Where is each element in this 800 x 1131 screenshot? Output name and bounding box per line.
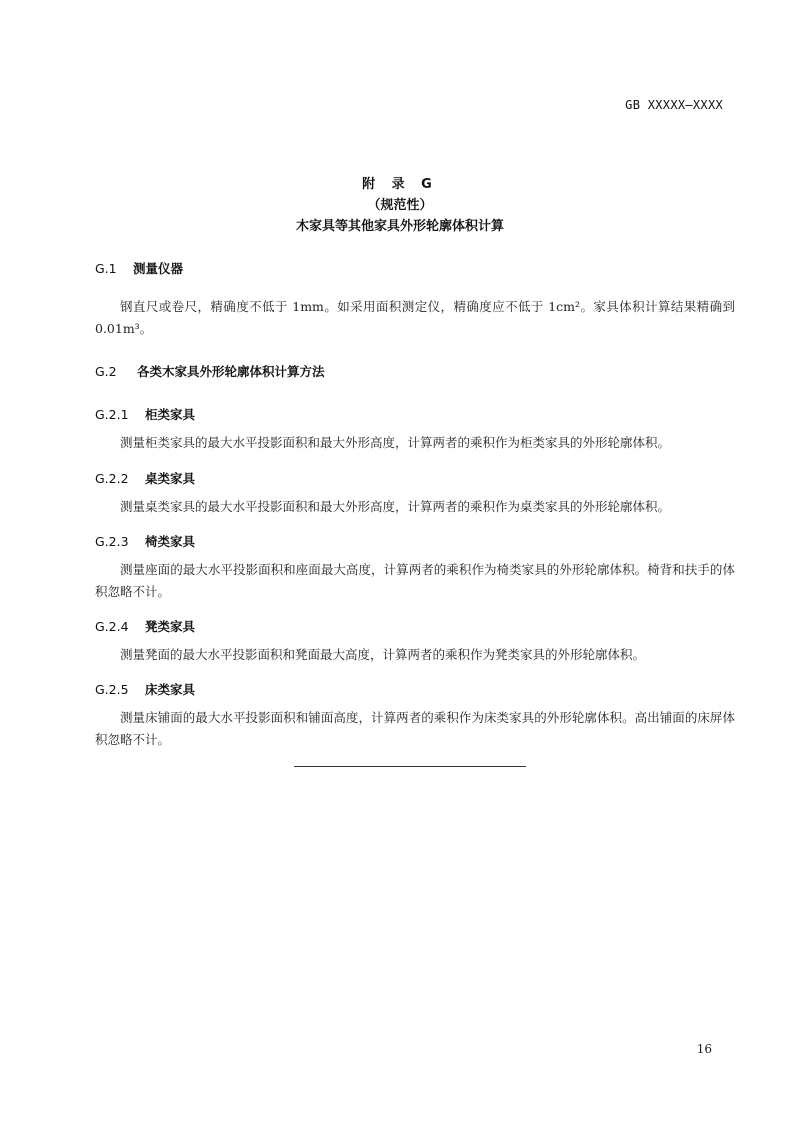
section-title: 椅类家具 <box>145 534 196 549</box>
section-number: G.2.4 <box>95 619 129 634</box>
section-g25-paragraph: 测量床铺面的最大水平投影面积和铺面高度，计算两者的乘积作为床类家具的外形轮廓体积。高出铺面的床屏体积忽略不计。 <box>95 710 735 747</box>
section-g1-paragraph: 钢直尺或卷尺，精确度不低于 1mm。如采用面积测定仪，精确度应不低于 1cm²。家具体积计算结果精确到 0.01m³。 <box>95 299 735 336</box>
section-title: 各类木家具外形轮廓体积计算方法 <box>137 364 325 379</box>
appendix-heading <box>0 174 800 237</box>
section-g22-heading <box>95 469 195 487</box>
section-g1-heading <box>95 259 183 277</box>
section-title: 柜类家具 <box>145 407 196 422</box>
section-g23-heading <box>95 532 195 550</box>
section-g2-heading <box>95 362 325 380</box>
section-g24-paragraph: 测量凳面的最大水平投影面积和凳面最大高度，计算两者的乘积作为凳类家具的外形轮廓体积。 <box>120 647 646 662</box>
standard-code: GB XXXXX—XXXX <box>625 98 723 112</box>
section-title: 凳类家具 <box>145 619 196 634</box>
section-title: 桌类家具 <box>145 471 196 486</box>
section-g21-paragraph: 测量柜类家具的最大水平投影面积和最大外形高度，计算两者的乘积作为柜类家具的外形轮廓体积。 <box>120 435 671 450</box>
section-title: 床类家具 <box>145 682 196 697</box>
appendix-title: 木家具等其他家具外形轮廓体积计算 <box>295 219 504 234</box>
section-number: G.2.3 <box>95 534 129 549</box>
end-of-appendix-rule <box>294 766 526 767</box>
section-number: G.2.2 <box>95 471 129 486</box>
section-number: G.2.1 <box>95 407 129 422</box>
section-g21-heading <box>95 405 195 423</box>
section-g24-heading <box>95 617 195 635</box>
section-g22-paragraph: 测量桌类家具的最大水平投影面积和最大外形高度，计算两者的乘积作为桌类家具的外形轮廓体积。 <box>120 499 671 514</box>
section-title: 测量仪器 <box>133 261 184 276</box>
appendix-nature: （规范性） <box>367 198 433 213</box>
appendix-label: 附 录 G <box>362 177 438 192</box>
section-number: G.2 <box>95 364 117 379</box>
section-g23-paragraph: 测量座面的最大水平投影面积和座面最大高度，计算两者的乘积作为椅类家具的外形轮廓体积。椅背和扶手的体积忽略不计。 <box>95 562 735 599</box>
page-number: 16 <box>696 1042 712 1056</box>
section-number: G.1 <box>95 261 117 276</box>
section-g25-heading <box>95 680 195 698</box>
section-number: G.2.5 <box>95 682 129 697</box>
